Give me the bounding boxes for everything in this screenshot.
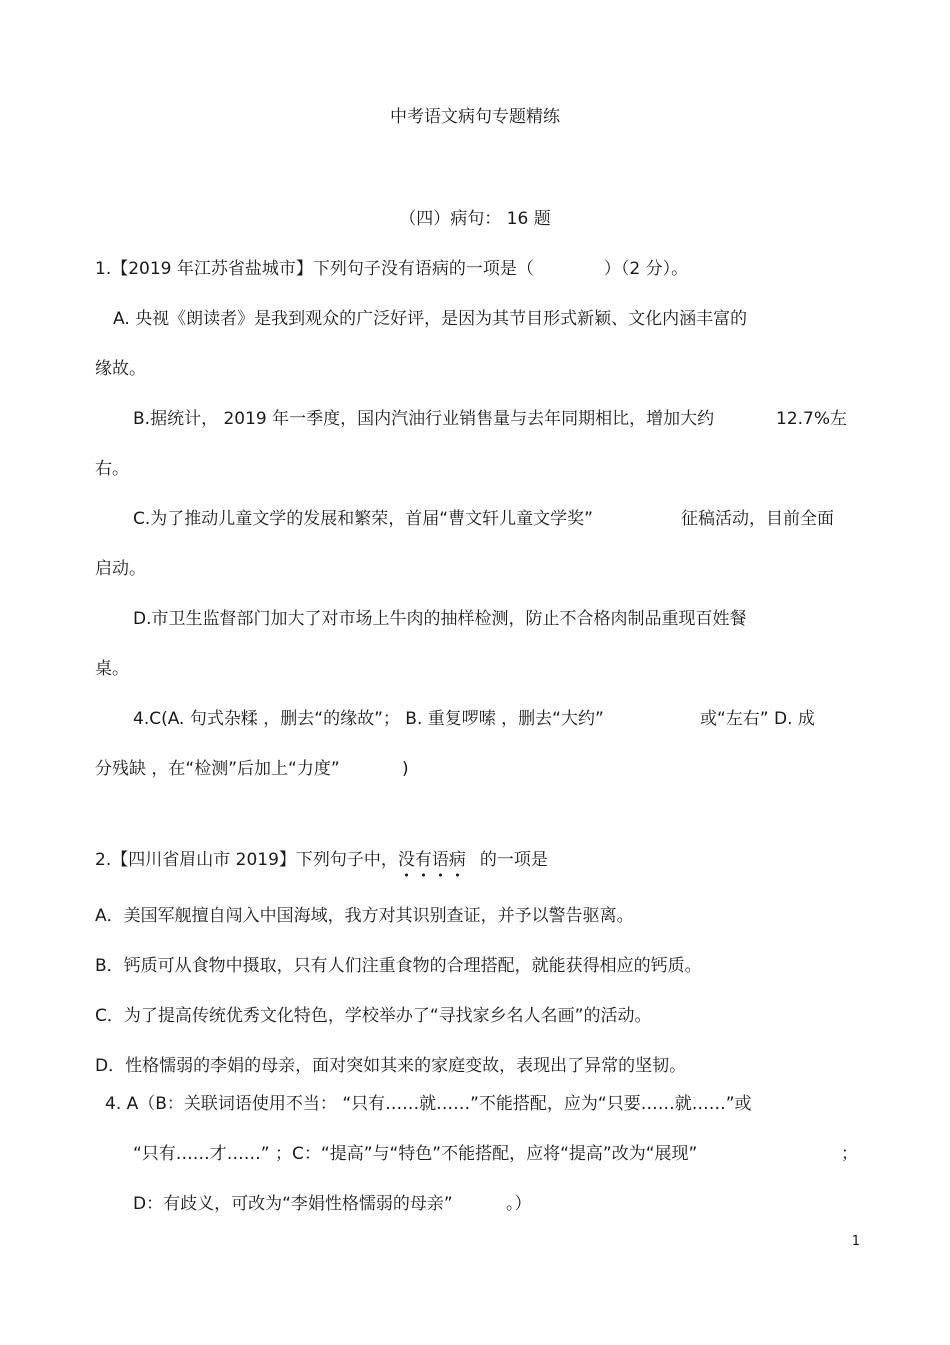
q2-answer-line2: “只有……才……” ；C：“提高”与“特色”不能搭配，应将“提高”改为“展现” [133,1144,698,1164]
q2-stem-emphasis: 没有语病 [398,850,466,878]
q1-stem [95,257,688,281]
q1-answer-line1: 4.C(A. 句式杂糅 ，删去“的缘故”； B. 重复啰嗦 ，删去“大约” [133,709,604,729]
q1-option-a-line1: A. 央视《朗读者》是我到观众的广泛好评，是因为其节目形式新颖、文化内涵丰富的 [113,309,748,329]
q1-stem-text: 1.【2019 年江苏省盐城市】下列句子没有语病的一项是（ [95,259,534,279]
q2-option-c: C．为了提高传统优秀文化特色，学校举办了“寻找家乡名人名画”的活动。 [95,1006,652,1026]
page-number: 1 [851,1234,860,1249]
q1-option-b-tail: 12.7%左 [776,409,848,429]
q2-option-a: A．美国军舰擅自闯入中国海域，我方对其识别查证，并予以警告驱离。 [95,906,634,926]
section-heading: （四）病句： 16 题 [399,209,551,229]
q1-option-c-line1: C.为了推动儿童文学的发展和繁荣，首届“曹文轩儿童文学奖” [133,509,593,529]
q2-answer-line3: D：有歧义，可改为“李娟性格懦弱的母亲” [133,1194,453,1214]
q1-answer-line2-tail: ) [402,759,409,779]
q1-option-b-text: B.据统计， 2019 年一季度，国内汽油行业销售量与去年同期相比，增加大约 [133,409,715,429]
q1-stem-end: ）（2 分）。 [603,259,689,279]
q1-answer-line1-tail: 或“左右” D. 成 [700,709,815,729]
q1-option-b-line1 [133,407,714,431]
q2-stem-end: 的一项是 [479,850,548,870]
q2-option-d: D．性格懦弱的李娟的母亲，面对突如其来的家庭变故，表现出了异常的坚韧。 [95,1056,687,1076]
q2-answer-line2-tail: ； [841,1144,858,1164]
q2-answer-line1: 4. A（B：关联词语使用不当： “只有……就……”不能搭配，应为“只要……就……”或 [105,1094,752,1114]
q2-option-b: B．钙质可从食物中摄取，只有人们注重食物的合理搭配，就能获得相应的钙质。 [95,956,702,976]
q1-option-c-tail: 征稿活动，目前全面 [681,509,834,529]
q1-option-c-line2: 启动。 [95,559,146,579]
q1-option-b-line2: 右。 [95,459,129,479]
q1-option-a-line2: 缘故。 [95,359,146,379]
document-title: 中考语文病句专题精练 [390,107,560,127]
q2-answer-line3-tail: 。） [506,1194,532,1214]
q1-answer-line2: 分残缺 ，在“检测”后加上“力度” [95,759,340,779]
q2-stem-text: 2.【四川省眉山市 2019】下列句子中， [95,850,398,870]
q2-stem [95,848,548,872]
q1-option-d-line1: D.市卫生监督部门加大了对市场上牛肉的抽样检测，防止不合格肉制品重现百姓餐 [133,609,747,629]
q1-option-d-line2: 桌。 [95,659,129,679]
